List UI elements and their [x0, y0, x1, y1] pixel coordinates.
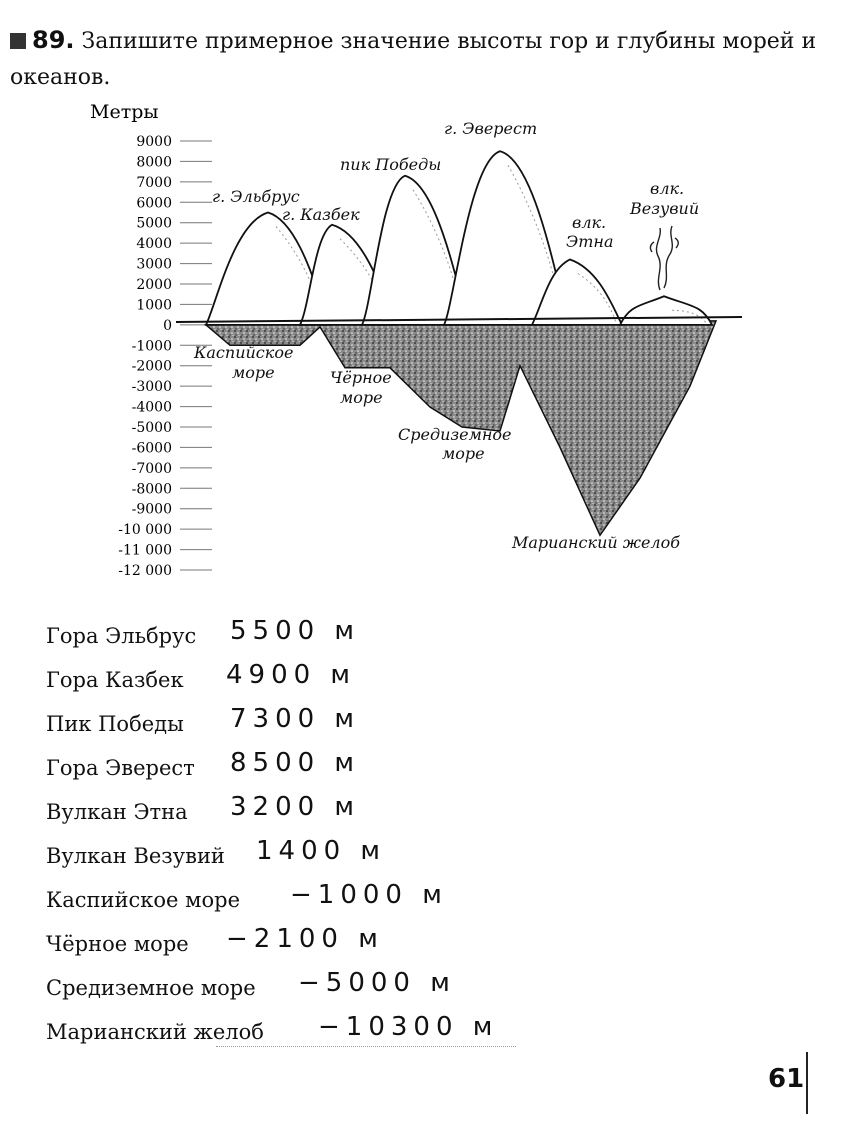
page-number: 61: [768, 1064, 805, 1094]
y-tick-label: 9000: [136, 134, 172, 150]
y-tick-label: 4000: [136, 236, 172, 253]
y-tick-label: 8000: [136, 154, 172, 171]
label-caspian-line1: Каспийское: [194, 343, 294, 362]
y-tick-label: 6000: [136, 195, 172, 212]
label-mariana: Марианский желоб: [512, 533, 680, 552]
answer-value: −5000 м: [298, 968, 456, 998]
y-tick-label: 1000: [136, 297, 172, 314]
answer-value: 5500 м: [230, 616, 361, 646]
label-med-line1: Средиземное: [398, 425, 512, 444]
y-tick-label: 2000: [136, 277, 172, 293]
answer-label: Гора Эверест: [46, 756, 195, 780]
answer-value: −10300 м: [318, 1012, 499, 1042]
answer-label: Средиземное море: [46, 976, 256, 1000]
label-caspian-line2: море: [232, 363, 275, 382]
label-med-line2: море: [442, 444, 485, 463]
task-marker-icon: [10, 33, 26, 49]
label-black-line1: Чёрное: [330, 368, 392, 387]
mountain-peaks: [206, 151, 712, 325]
answer-label: Гора Казбек: [46, 668, 184, 692]
y-tick-label: -6000: [131, 440, 172, 457]
label-kazbek: г. Казбек: [282, 205, 360, 224]
answer-value: 1400 м: [256, 836, 387, 866]
answer-label: Каспийское море: [46, 888, 241, 912]
label-black-line2: море: [340, 388, 383, 407]
answer-value: −1000 м: [290, 880, 448, 910]
label-etna-line1: влк.: [572, 213, 607, 232]
y-tick-label: -5000: [131, 420, 172, 436]
answer-value: 7300 м: [230, 704, 361, 734]
answer-value: 8500 м: [230, 748, 361, 778]
y-tick-label: -4000: [131, 399, 172, 416]
y-tick-label: 3000: [136, 256, 172, 273]
page-number-divider: [806, 1052, 808, 1114]
task-text: Запишите примерное значение высоты гор и глубины морей и океанов.: [10, 29, 817, 90]
label-vesuvius-line2: Везувий: [630, 199, 700, 218]
label-pobeda: пик Победы: [340, 155, 442, 174]
y-axis-label: Метры: [90, 101, 159, 123]
answer-label: Пик Победы: [46, 712, 184, 736]
answer-value: 3200 м: [230, 792, 361, 822]
y-tick-label: -9000: [131, 501, 172, 518]
task-number: 89.: [32, 26, 75, 54]
task-statement: [10, 22, 830, 96]
label-vesuvius-line1: влк.: [650, 179, 685, 198]
answer-value: 4900 м: [226, 660, 357, 690]
y-tick-label: -3000: [131, 379, 172, 396]
answer-label: Вулкан Везувий: [46, 844, 225, 868]
y-tick-label: -12 000: [118, 563, 172, 579]
label-elbrus: г. Эльбрус: [212, 187, 300, 206]
answer-label: Чёрное море: [46, 932, 189, 956]
y-tick-label: 7000: [136, 174, 172, 191]
y-tick-label: -8000: [131, 481, 172, 498]
y-tick-label: -1000: [131, 338, 172, 355]
peak-vesuvius: [620, 296, 712, 325]
label-etna-line2: Этна: [566, 232, 614, 251]
y-tick-label: -2000: [131, 358, 172, 375]
answer-value: −2100 м: [226, 924, 384, 954]
y-tick-label: 0: [163, 317, 172, 334]
answer-label: Марианский желоб: [46, 1020, 264, 1044]
y-tick-label: -7000: [131, 460, 172, 477]
answer-label: Вулкан Этна: [46, 800, 188, 824]
y-tick-label: -10 000: [118, 522, 172, 539]
dotted-line: [216, 1046, 516, 1047]
label-everest: г. Эверест: [444, 119, 538, 138]
volcano-smoke-icon: [650, 226, 678, 290]
y-tick-label: 5000: [136, 215, 172, 232]
y-tick-label: -11 000: [118, 542, 172, 559]
elevation-diagram: [0, 90, 856, 590]
answer-label: Гора Эльбрус: [46, 624, 197, 648]
